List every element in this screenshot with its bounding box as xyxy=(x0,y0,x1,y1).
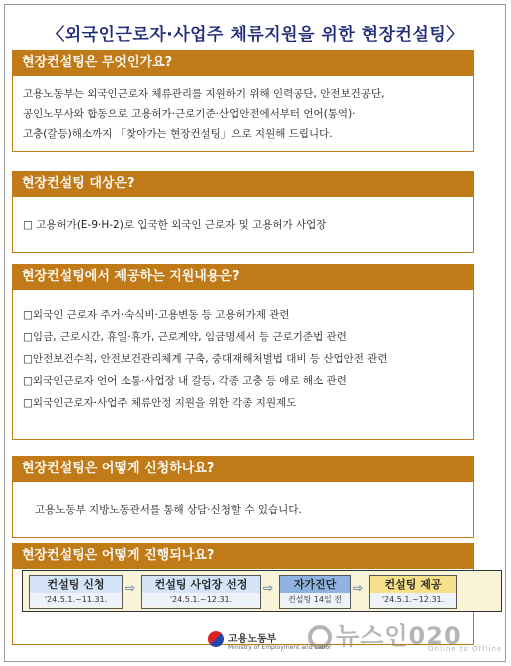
step-name: 컨설팅 제공 xyxy=(370,576,456,593)
watermark-subtext: Online to Offline xyxy=(428,645,503,653)
body-line: 고충(갈등)해소까지 「찾아가는 현장컨설팅」으로 지원해 드립니다. xyxy=(23,128,333,140)
body-line: □외국인근로자 언어 소통·사업장 내 갈등, 각종 고충 등 애로 해소 관련 xyxy=(23,375,347,387)
watermark xyxy=(308,616,502,653)
body-line: 고용노동부는 외국인근로자 체류관리를 지원하기 위해 인력공단, 안전보건공단, xyxy=(23,88,385,100)
step-selfcheck xyxy=(279,575,351,609)
section-body xyxy=(12,76,474,152)
body-line: □외국인 근로자 주거·숙식비·고용변동 등 고용허가제 관련 xyxy=(23,309,290,321)
step-provide xyxy=(369,575,457,609)
logo-text: 고용노동부 xyxy=(228,634,277,645)
body-line: □임금, 근로시간, 휴일·휴가, 근로계약, 임금명세서 등 근로기준법 관련 xyxy=(23,331,347,343)
process-flow xyxy=(22,570,502,612)
section-body xyxy=(12,197,474,253)
section-apply xyxy=(12,456,474,538)
step-apply xyxy=(29,575,123,609)
section-body xyxy=(12,290,474,440)
watermark-text: 뉴스인020 xyxy=(336,622,462,650)
body-line: 공인노무사와 합동으로 고용허가·근로기준·산업안전에서부터 언어(통역)· xyxy=(23,108,356,120)
section-heading: 현장컨설팅은 무엇인가요? xyxy=(12,50,474,76)
watermark-icon xyxy=(308,625,332,649)
logo-subtext: Ministry of Employment and Labor xyxy=(228,644,332,651)
section-heading: 현장컨설팅은 어떻게 진행되나요? xyxy=(12,543,474,569)
section-body xyxy=(12,482,474,538)
section-heading: 현장컨설팅에서 제공하는 지원내용은? xyxy=(12,264,474,290)
section-support xyxy=(12,264,474,440)
step-name: 컨설팅 신청 xyxy=(30,576,122,593)
step-select xyxy=(141,575,261,609)
body-line: □ 고용허가(E-9·H-2)로 입국한 외국인 근로자 및 고용허가 사업장 xyxy=(23,219,327,231)
section-what xyxy=(12,50,474,152)
arrow-icon: ⇨ xyxy=(353,581,364,595)
section-heading: 현장컨설팅은 어떻게 신청하나요? xyxy=(12,456,474,482)
step-date: '24.5.1.~12.31. xyxy=(370,593,456,607)
step-name: 자가진단 xyxy=(280,576,350,593)
page-title: 〈외국인근로자·사업주 체류지원을 위한 현장컨설팅〉 xyxy=(47,25,464,45)
step-name: 컨설팅 사업장 선정 xyxy=(142,576,260,593)
body-line: □안전보건수칙, 안전보건관리체계 구축, 중대재해처벌법 대비 등 산업안전 관련 xyxy=(23,353,388,365)
ministry-emblem-icon xyxy=(208,631,224,647)
step-date: '24.5.1.~11.31. xyxy=(30,593,122,607)
body-line: 고용노동부 지방노동관서를 통해 상담·신청할 수 있습니다. xyxy=(35,504,302,516)
arrow-icon: ⇨ xyxy=(125,581,136,595)
step-date: 컨설팅 14일 전 xyxy=(280,593,350,607)
arrow-icon: ⇨ xyxy=(263,581,274,595)
section-target xyxy=(12,171,474,253)
step-date: '24.5.1.~12.31. xyxy=(142,593,260,607)
section-heading: 현장컨설팅 대상은? xyxy=(12,171,474,197)
body-line: □외국인근로자·사업주 체류안정 지원을 위한 각종 지원제도 xyxy=(23,397,297,409)
